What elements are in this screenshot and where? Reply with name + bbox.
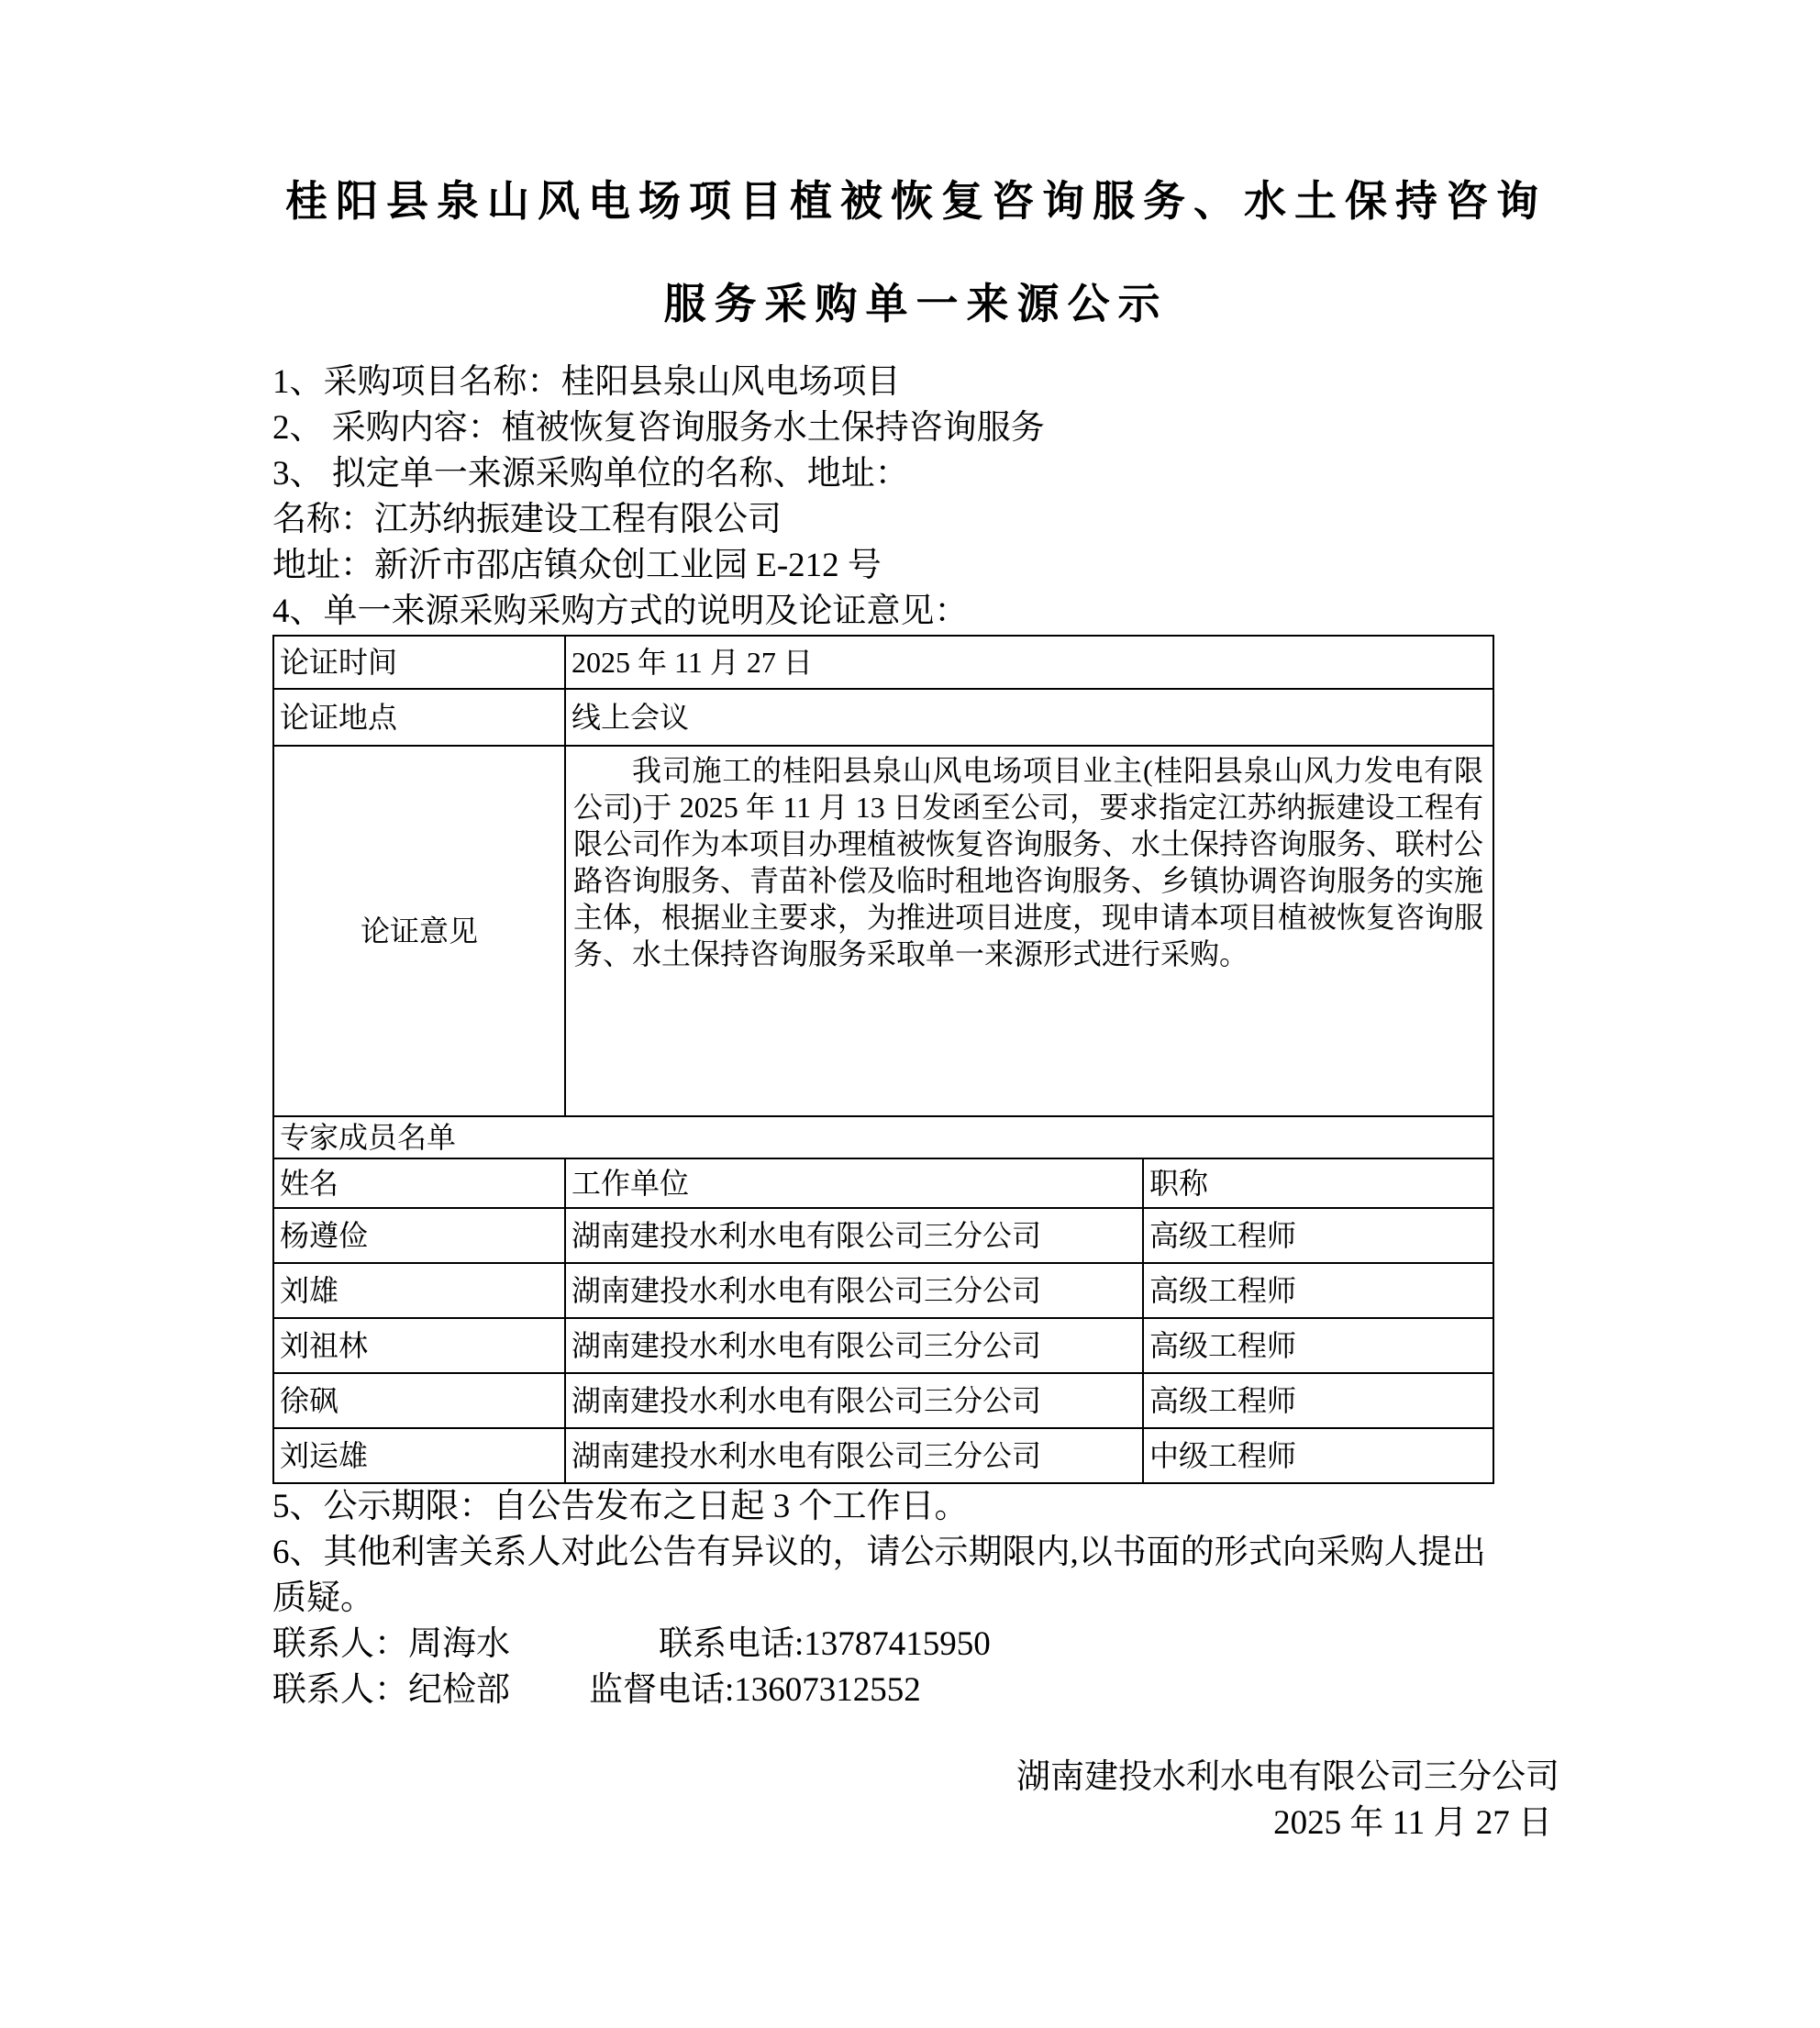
expert-title: 中级工程师 bbox=[1143, 1428, 1493, 1483]
opinion-paragraph: 我司施工的桂阳县泉山风电场项目业主(桂阳县泉山风力发电有限公司)于 2025 年 11 月 13 日发函至公司，要求指定江苏纳振建设工程有限公司作为本项目办理植被恢复咨询服务、水土保持咨询服务、联村公路咨询服务、青苗补偿及临时租地咨询服务、乡镇协调咨询服务的实施主体，根据业主要求，为推进项目进度，现申请本项目植被恢复咨询服务、水土保持咨询服务采取单一来源形式进行采购。 bbox=[573, 754, 1484, 970]
item-publicity-period: 5、公示期限：自公告发布之日起 3 个工作日。 bbox=[272, 1488, 969, 1525]
expert-row bbox=[273, 1373, 1493, 1428]
table-row-meeting-time bbox=[273, 636, 1493, 689]
table-row-experts-section bbox=[273, 1116, 1493, 1158]
supplier-name-line: 名称：江苏纳振建设工程有限公司 bbox=[272, 501, 782, 538]
expert-title: 高级工程师 bbox=[1143, 1373, 1493, 1428]
document-body bbox=[272, 360, 1559, 1846]
item-project-name: 1、采购项目名称：桂阳县泉山风电场项目 bbox=[272, 363, 901, 401]
expert-name: 刘祖林 bbox=[273, 1318, 565, 1373]
signature-block bbox=[272, 1755, 1559, 1846]
meeting-time-value-cell: 2025 年 11 月 27 日 bbox=[565, 636, 1493, 689]
expert-org: 湖南建投水利水电有限公司三分公司 bbox=[565, 1318, 1143, 1373]
experts-header-org: 工作单位 bbox=[565, 1158, 1143, 1208]
title-line-2: 服务采购单一来源公示 bbox=[663, 281, 1169, 327]
signature-company: 湖南建投水利水电有限公司三分公司 bbox=[1016, 1758, 1559, 1796]
item-supplier-heading: 3、 拟定单一来源采购单位的名称、地址： bbox=[272, 455, 909, 493]
document-title bbox=[272, 150, 1559, 356]
meeting-place-label-cell: 论证地点 bbox=[273, 689, 565, 746]
expert-name: 杨遵俭 bbox=[273, 1208, 565, 1263]
contact-person-1: 联系人：周海水 bbox=[272, 1625, 510, 1663]
expert-row bbox=[273, 1428, 1493, 1483]
experts-header-name: 姓名 bbox=[273, 1158, 565, 1208]
expert-org: 湖南建投水利水电有限公司三分公司 bbox=[565, 1373, 1143, 1428]
expert-org: 湖南建投水利水电有限公司三分公司 bbox=[565, 1428, 1143, 1483]
contact-line-1 bbox=[272, 1622, 1559, 1668]
expert-name: 刘运雄 bbox=[273, 1428, 565, 1483]
expert-org: 湖南建投水利水电有限公司三分公司 bbox=[565, 1208, 1143, 1263]
title-line-1: 桂阳县泉山风电场项目植被恢复咨询服务、水土保持咨询 bbox=[285, 178, 1547, 225]
supplier-address-line: 地址：新沂市邵店镇众创工业园 E-212 号 bbox=[272, 547, 882, 584]
opinion-label-cell: 论证意见 bbox=[273, 746, 565, 1116]
expert-title: 高级工程师 bbox=[1143, 1208, 1493, 1263]
experts-section-title-cell: 专家成员名单 bbox=[273, 1116, 1493, 1158]
experts-header-row bbox=[273, 1158, 1493, 1208]
expert-title: 高级工程师 bbox=[1143, 1318, 1493, 1373]
contact-phone-1: 联系电话:13787415950 bbox=[659, 1625, 991, 1663]
meeting-place-value-cell: 线上会议 bbox=[565, 689, 1493, 746]
expert-name: 刘雄 bbox=[273, 1263, 565, 1318]
table-row-opinion bbox=[273, 746, 1493, 1116]
experts-header-title: 职称 bbox=[1143, 1158, 1493, 1208]
item-procurement-content: 2、 采购内容：植被恢复咨询服务水土保持咨询服务 bbox=[272, 409, 1045, 447]
item-objection-notice: 6、其他利害关系人对此公告有异议的，请公示期限内,以书面的形式向采购人提出质疑。 bbox=[272, 1534, 1486, 1617]
item-demonstration-heading: 4、单一来源采购采购方式的说明及论证意见： bbox=[272, 593, 969, 630]
meeting-time-label-cell: 论证时间 bbox=[273, 636, 565, 689]
expert-title: 高级工程师 bbox=[1143, 1263, 1493, 1318]
expert-name: 徐砜 bbox=[273, 1373, 565, 1428]
table-row-meeting-place bbox=[273, 689, 1493, 746]
opinion-value-cell bbox=[565, 746, 1493, 1116]
contact-person-2: 联系人：纪检部 bbox=[272, 1671, 510, 1709]
expert-row bbox=[273, 1208, 1493, 1263]
signature-date: 2025 年 11 月 27 日 bbox=[1273, 1804, 1552, 1842]
expert-org: 湖南建投水利水电有限公司三分公司 bbox=[565, 1263, 1143, 1318]
contact-line-2 bbox=[272, 1668, 1559, 1713]
contact-phone-2: 监督电话:13607312552 bbox=[589, 1671, 921, 1709]
demonstration-table bbox=[272, 635, 1494, 1484]
expert-row bbox=[273, 1318, 1493, 1373]
expert-row bbox=[273, 1263, 1493, 1318]
